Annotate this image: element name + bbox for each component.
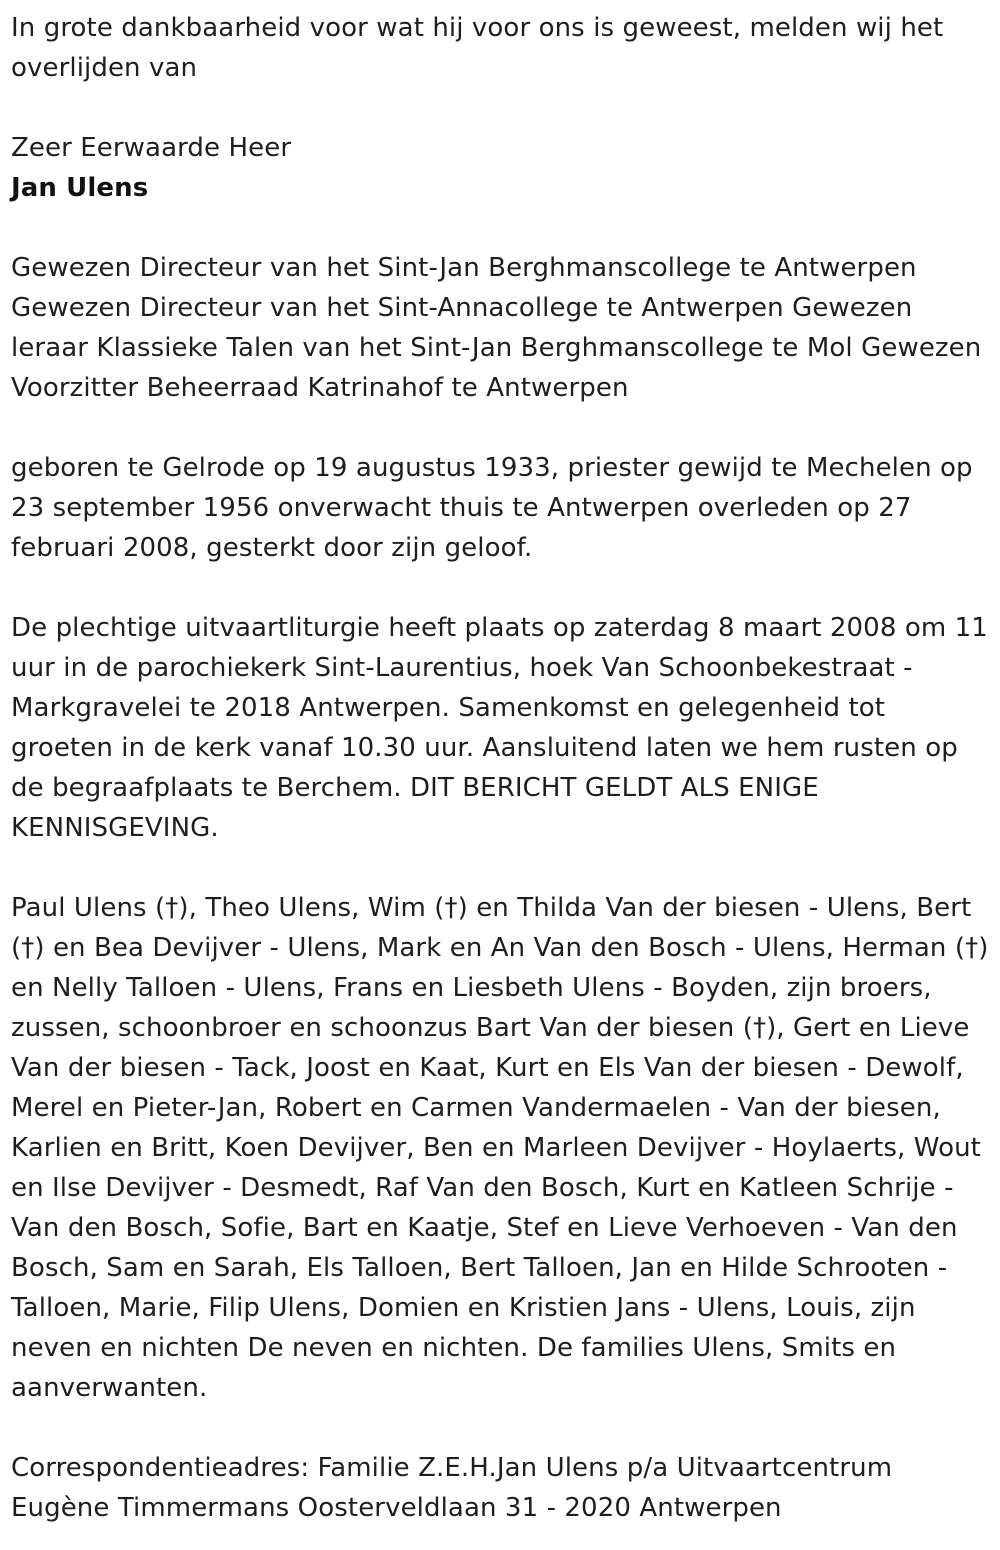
family-text: Paul Ulens (†), Theo Ulens, Wim (†) en Thilda Van der biesen - Ulens, Bert (†) en Bea Devijver - Ulens, Mark en An Van den Bosch - Ulens, Herman (†) en Nelly Talloen - Ulens, Frans en Liesbeth Ulens - Boyden, zijn broers, zussen, schoonbroer en schoonzus Bart Van der biesen (†), Gert en Lieve Van der biesen - Tack, Joost en Kaat, Kurt en Els Van der biesen - Dewolf, Merel en Pieter-Jan, Robert en Carmen Vandermaelen - Van der biesen, Karlien en Britt, Koen Devijver, Ben en Marleen Devijver - Hoylaerts, Wout en Ilse Devijver - Desmedt, Raf Van den Bosch, Kurt en Katleen Schrije - Van den Bosch, Sofie, Bart en Kaatje, Stef en Lieve Verhoeven - Van den Bosch, Sam en Sarah, Els Talloen, Bert Talloen, Jan en Hilde Schrooten - Talloen, Marie, Filip Ulens, Domien en Kristien Jans - Ulens, Louis, zijn neven en nichten De neven en nichten. De families Ulens, Smits en aanverwanten. [11,893,989,1403]
correspondence-address: Correspondentieadres: Familie Z.E.H.Jan Ulens p/a Uitvaartcentrum Eugène Timmermans Oosterveldlaan 31 - 2020 Antwerpen [11,1453,893,1523]
functions-text: Gewezen Directeur van het Sint-Jan Berghmanscollege te Antwerpen Gewezen Directeur van het Sint-Annacollege te Antwerpen Gewezen leraar Klassieke Talen van het Sint-Jan Berghmanscollege te Mol Gewezen Voorzitter Beheerraad Katrinahof te Antwerpen [11,253,982,403]
intro-text: In grote dankbaarheid voor wat hij voor ons is geweest, melden wij het overlijden van [11,13,944,83]
honorific: Zeer Eerwaarde Heer [11,133,292,163]
obituary-notice [11,8,993,1528]
life-details-text: geboren te Gelrode op 19 augustus 1933, priester gewijd te Mechelen op 23 september 1956 onverwacht thuis te Antwerpen overleden op 27 februari 2008, gesterkt door zijn geloof. [11,453,973,563]
funeral-text: De plechtige uitvaartliturgie heeft plaats op zaterdag 8 maart 2008 om 11 uur in de parochiekerk Sint-Laurentius, hoek Van Schoonbekestraat - Markgravelei te 2018 Antwerpen. Samenkomst en gelegenheid tot groeten in de kerk vanaf 10.30 uur. Aansluitend laten we hem rusten op de begraafplaats te Berchem. DIT BERICHT GELDT ALS ENIGE KENNISGEVING. [11,613,988,843]
deceased-name: Jan Ulens [11,173,149,203]
